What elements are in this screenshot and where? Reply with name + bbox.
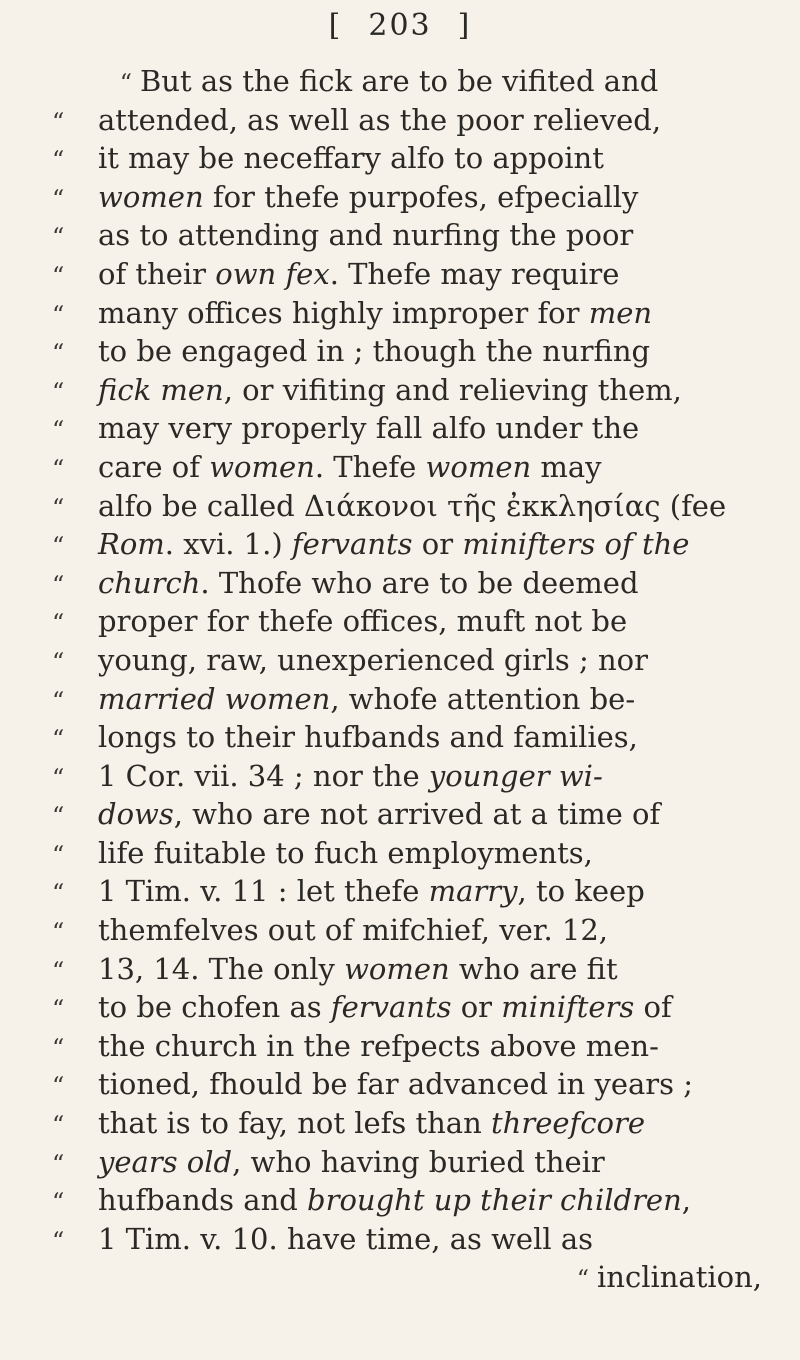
quote-mark: “ (52, 1111, 65, 1140)
text-line (52, 564, 762, 603)
text-line (52, 1258, 762, 1297)
text-run: young, raw, unexperienced girls ; nor (98, 642, 648, 677)
text-line (52, 1220, 762, 1259)
text-line (52, 718, 762, 757)
text-run: , who having buried their (232, 1144, 605, 1179)
text-line (52, 602, 762, 641)
line-text (98, 218, 633, 252)
header-bracket-open: [ (328, 8, 343, 43)
text-run: or (412, 527, 463, 562)
italic-text-run: fervants (330, 990, 452, 1025)
quote-mark: “ (119, 69, 132, 97)
text-run: care of (98, 449, 210, 484)
text-run: many offices highly improper for (98, 295, 589, 330)
header-bracket-close: ] (457, 8, 472, 43)
italic-text-run: younger wi- (428, 758, 603, 793)
text-run: to be chofen as (98, 990, 331, 1025)
text-line (52, 101, 762, 140)
text-line (52, 1143, 762, 1182)
text-run: , to keep (517, 874, 645, 909)
italic-text-run: women (209, 449, 315, 484)
text-line (52, 62, 762, 101)
text-run: , whofe attention be- (330, 681, 636, 716)
text-run: as to attending and nurfing the poor (98, 218, 634, 253)
text-line (52, 988, 762, 1027)
text-run: who are fit (449, 951, 618, 986)
italic-text-run: own fex (215, 256, 330, 291)
text-line (52, 911, 762, 950)
line-text (98, 411, 639, 445)
quote-mark: “ (52, 725, 65, 754)
line-text (98, 1029, 659, 1063)
text-run: longs to their hufbands and families, (98, 720, 638, 755)
body-text (52, 62, 762, 1297)
text-line (52, 1027, 762, 1066)
text-run: inclination, (597, 1260, 762, 1295)
text-run: . xvi. 1.) (164, 527, 292, 562)
quote-mark: “ (52, 570, 65, 599)
italic-text-run: years old (98, 1144, 233, 1179)
line-text (98, 604, 627, 638)
text-line (52, 950, 762, 989)
text-run: . Thefe (314, 449, 426, 484)
quote-mark: “ (52, 647, 65, 676)
text-run: it may be neceffary alfo to appoint (98, 141, 604, 176)
line-text (98, 180, 638, 214)
text-run: , who are not arrived at a time of (173, 797, 661, 832)
text-run: that is to fay, not lefs than (98, 1106, 491, 1141)
line-text (98, 1145, 605, 1179)
quote-mark: “ (52, 840, 65, 869)
quote-mark: “ (52, 223, 65, 252)
line-text (597, 1260, 762, 1294)
quote-mark: “ (52, 995, 65, 1024)
text-line (52, 371, 762, 410)
italic-text-run: fervants (291, 527, 413, 562)
quote-mark: “ (52, 300, 65, 329)
quote-mark: “ (52, 532, 65, 561)
text-line (52, 409, 762, 448)
text-line (52, 872, 762, 911)
text-run: , or vifiting and relieving them, (223, 372, 682, 407)
text-line (52, 487, 762, 526)
line-text (98, 103, 661, 137)
text-line (52, 1181, 762, 1220)
italic-text-run: dows (98, 797, 174, 832)
line-text (98, 257, 619, 291)
text-line (52, 680, 762, 719)
line-text (98, 566, 639, 600)
text-run: hufbands and (98, 1183, 308, 1218)
line-text (98, 296, 652, 330)
text-run: the church in the refpects above men- (98, 1028, 659, 1063)
text-line (52, 448, 762, 487)
text-line (52, 641, 762, 680)
quote-mark: “ (52, 763, 65, 792)
text-run: 1 Cor. vii. 34 ; nor the (98, 758, 429, 793)
text-run: attended, as well as the poor relieved, (98, 102, 662, 137)
text-run: for thefe purpofes, efpecially (203, 179, 639, 214)
italic-text-run: married women (98, 681, 331, 716)
line-text (98, 797, 660, 831)
text-line (52, 332, 762, 371)
line-text (98, 874, 645, 908)
text-line (52, 139, 762, 178)
italic-text-run: Rom (98, 527, 165, 562)
italic-text-run: fick men (98, 372, 224, 407)
text-line (52, 294, 762, 333)
quote-mark: “ (52, 1188, 65, 1217)
italic-text-run: women (98, 179, 204, 214)
text-run: or (451, 990, 502, 1025)
text-run: to be engaged in ; though the nurfing (98, 334, 651, 369)
italic-text-run: minifters (501, 990, 635, 1025)
line-text (98, 952, 618, 986)
text-run: of (634, 990, 672, 1025)
line-text (98, 759, 603, 793)
quote-mark: “ (52, 918, 65, 947)
line-text (98, 913, 608, 947)
quote-mark: “ (52, 802, 65, 831)
text-line (52, 255, 762, 294)
quote-mark: “ (52, 1033, 65, 1062)
quote-mark: “ (576, 1265, 589, 1294)
quote-mark: “ (52, 956, 65, 985)
text-run: themfelves out of mifchief, ver. 12, (98, 913, 609, 948)
quote-mark: “ (52, 146, 65, 175)
text-run: 1 Tim. v. 11 : let thefe (98, 874, 429, 909)
line-text (140, 64, 658, 98)
quote-mark: “ (52, 1072, 65, 1101)
quote-mark: “ (52, 184, 65, 213)
line-text (98, 450, 602, 484)
text-run: life fuitable to fuch employments, (98, 835, 593, 870)
text-run: of their (98, 256, 216, 291)
italic-text-run: men (588, 295, 653, 330)
text-run: may (531, 449, 602, 484)
text-run: 1 Tim. v. 10. have time, as well as (98, 1221, 594, 1256)
text-run: . Thefe may require (329, 256, 620, 291)
quote-mark: “ (52, 609, 65, 638)
page-header (0, 8, 800, 43)
line-text (98, 990, 672, 1024)
text-run: alfo be called Διάκονοι τῆς ἐκκλησίας (fee (98, 488, 727, 523)
line-text (98, 373, 682, 407)
italic-text-run: women (344, 951, 450, 986)
text-line (52, 795, 762, 834)
line-text (98, 720, 638, 754)
quote-mark: “ (52, 879, 65, 908)
text-line (52, 178, 762, 217)
italic-text-run: threefcore (491, 1106, 645, 1141)
line-text (98, 1183, 691, 1217)
line-text (98, 1067, 693, 1101)
quote-mark: “ (52, 493, 65, 522)
line-text (98, 836, 593, 870)
text-run: proper for thefe offices, muft not be (98, 604, 628, 639)
italic-text-run: minifters of the (462, 527, 690, 562)
line-text (98, 527, 689, 561)
text-line (52, 1065, 762, 1104)
text-line (52, 834, 762, 873)
quote-mark: “ (52, 686, 65, 715)
line-text (98, 141, 604, 175)
line-text (98, 334, 650, 368)
line-text (98, 643, 648, 677)
text-line (52, 757, 762, 796)
text-run: . Thofe who are to be deemed (200, 565, 639, 600)
text-run: But as the fick are to be vifited and (140, 64, 659, 98)
quote-mark: “ (52, 1226, 65, 1255)
page-number: 203 (368, 8, 432, 43)
quote-mark: “ (52, 107, 65, 136)
text-line (52, 525, 762, 564)
italic-text-run: women (425, 449, 532, 484)
italic-text-run: marry (428, 874, 518, 909)
line-text (98, 489, 726, 523)
text-run: may very properly fall alfo under the (98, 411, 640, 446)
text-run: tioned, fhould be far advanced in years ; (98, 1067, 694, 1102)
text-line (52, 1104, 762, 1143)
text-line (52, 216, 762, 255)
line-text (98, 1106, 645, 1140)
quote-mark: “ (52, 339, 65, 368)
line-text (98, 1222, 593, 1256)
quote-mark: “ (52, 416, 65, 445)
quote-mark: “ (52, 261, 65, 290)
quote-mark: “ (52, 377, 65, 406)
line-text (98, 682, 635, 716)
italic-text-run: brought up their children (307, 1183, 682, 1218)
quote-mark: “ (52, 454, 65, 483)
text-run: 13, 14. The only (98, 951, 345, 986)
text-run: , (681, 1183, 691, 1218)
quote-mark: “ (52, 1149, 65, 1178)
italic-text-run: church (98, 565, 201, 600)
